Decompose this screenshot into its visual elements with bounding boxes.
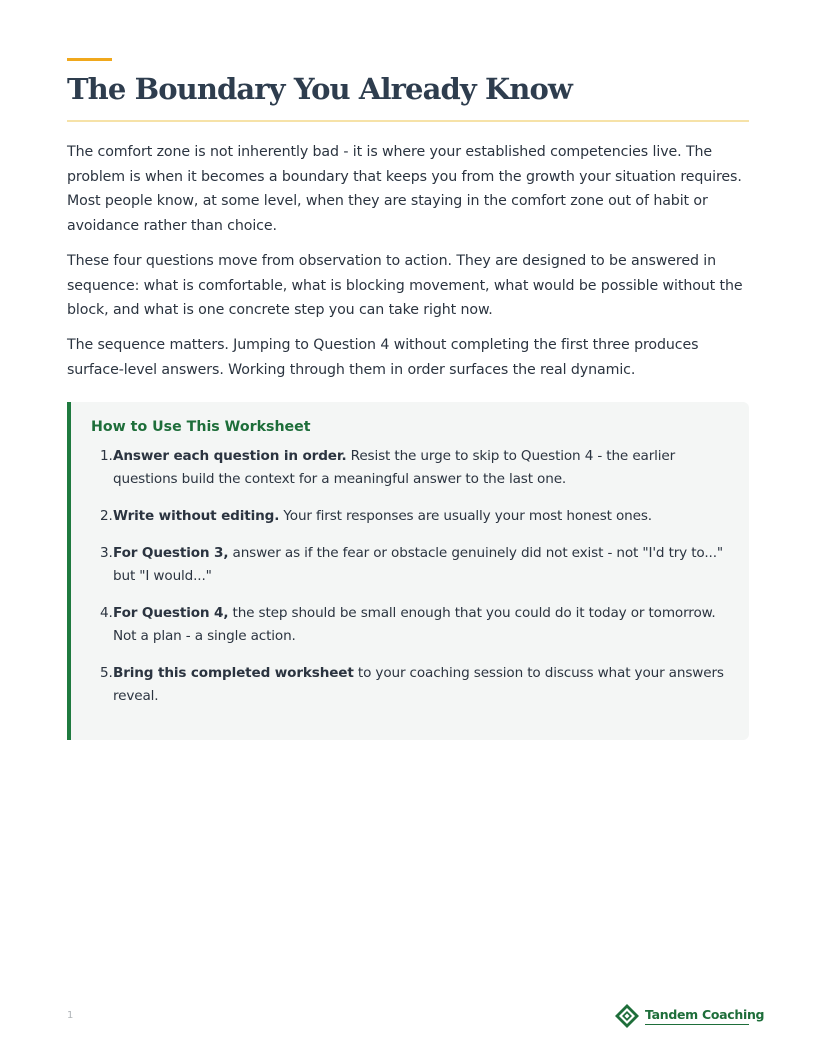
list-item-lead: For Question 3, — [113, 545, 229, 561]
list-item-number: 5. — [100, 665, 113, 681]
list-item-text: to your coaching session to discuss what your answers reveal. — [113, 665, 724, 704]
how-to-heading: How to Use This Worksheet — [91, 419, 311, 435]
list-item-number: 3. — [100, 545, 113, 561]
title-divider — [67, 120, 749, 122]
list-item-lead: Answer each question in order. — [113, 448, 347, 464]
brand-logo — [614, 1003, 765, 1029]
list-item-lead: For Question 4, — [113, 605, 229, 621]
brand-name: Tandem Coaching — [645, 1007, 765, 1022]
list-item — [91, 662, 731, 708]
list-item-number: 2. — [100, 508, 113, 524]
list-item-text: answer as if the fear or obstacle genuinely did not exist - not "I'd try to..." but "I would..." — [113, 545, 723, 584]
list-item-lead: Bring this completed worksheet — [113, 665, 354, 681]
list-item — [91, 505, 731, 528]
list-item — [91, 542, 731, 588]
list-item-text: Your first responses are usually your most honest ones. — [279, 508, 652, 524]
how-to-list — [91, 445, 731, 722]
intro-paragraph: These four questions move from observation to action. They are designed to be answered in sequence: what is comfortable, what is blocking movement, what would be possible without the block, and what is one concrete step you can take right now. — [67, 252, 743, 319]
page-number: 1 — [67, 1010, 74, 1021]
page-title: The Boundary You Already Know — [67, 72, 572, 106]
how-to-callout — [67, 402, 749, 740]
intro-paragraph: The sequence matters. Jumping to Question 4 without completing the first three produces surface-level answers. Working through them in order surfaces the real dynamic. — [67, 336, 699, 378]
brand-underline — [645, 1024, 749, 1025]
list-item-text: Resist the urge to skip to Question 4 - the earlier questions build the context for a meaningful answer to the last one. — [113, 448, 676, 487]
title-accent-bar — [67, 58, 112, 61]
intro-section — [67, 140, 749, 392]
list-item-number: 4. — [100, 605, 113, 621]
list-item — [91, 602, 731, 648]
list-item-number: 1. — [100, 448, 113, 464]
list-item-text: the step should be small enough that you could do it today or tomorrow. Not a plan - a single action. — [113, 605, 716, 644]
diamond-logo-icon — [614, 1003, 640, 1029]
list-item-lead: Write without editing. — [113, 508, 280, 524]
list-item — [91, 445, 731, 491]
intro-paragraph: The comfort zone is not inherently bad - it is where your established competencies live. The problem is when it becomes a boundary that keeps you from the growth your situation requires. Most people know, at some level, when they are staying in the comfort zone out of habit or avoidance rather than choice. — [67, 144, 742, 235]
